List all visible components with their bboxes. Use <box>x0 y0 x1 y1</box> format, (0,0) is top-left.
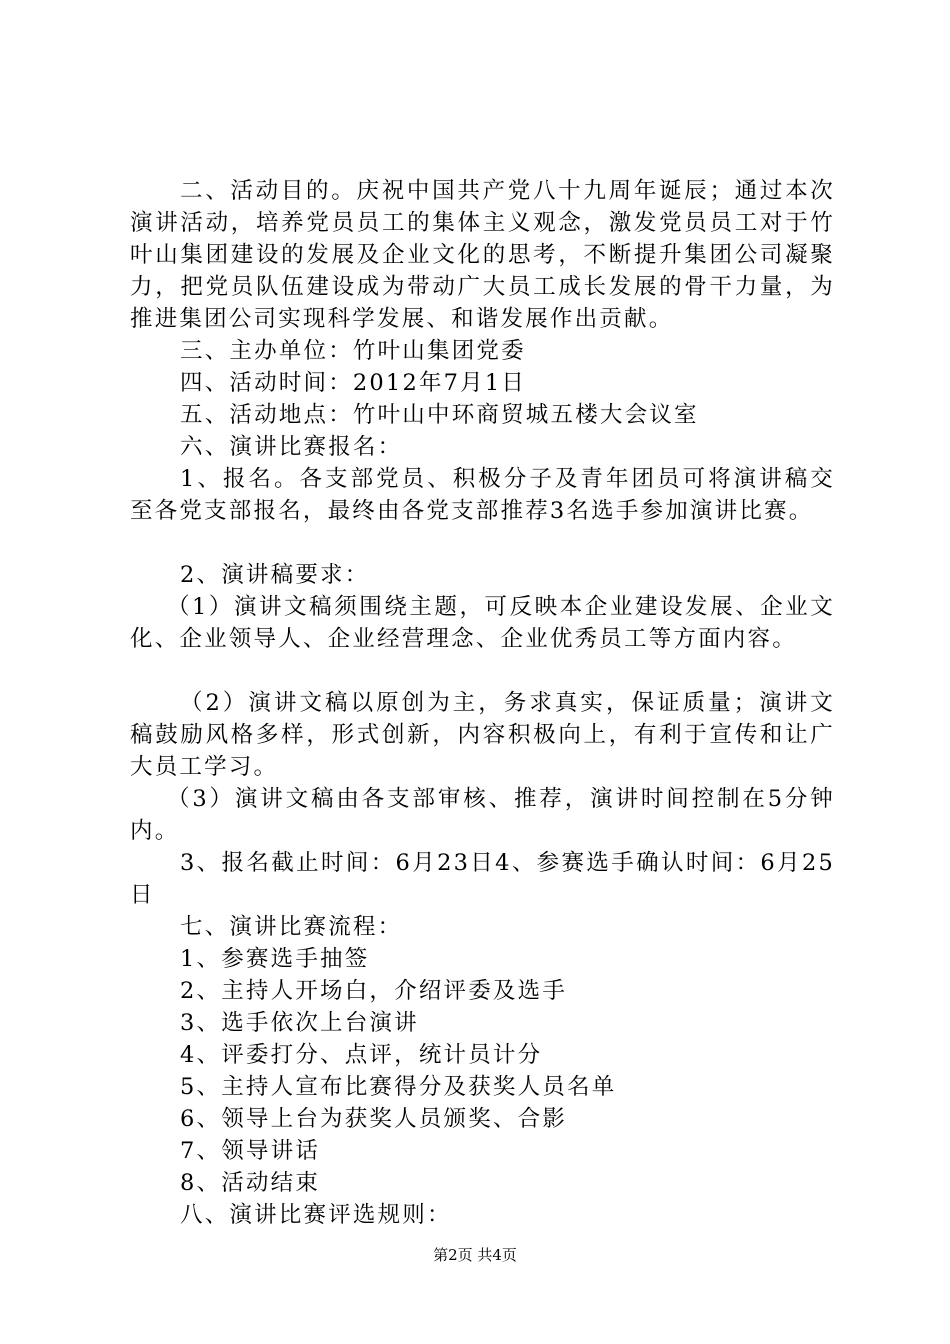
list-item: 7、领导讲话 <box>180 1138 321 1164</box>
paragraph-requirement-2: （2）演讲文稿以原创为主，务求真实，保证质量；演讲文稿鼓励风格多样，形式创新，内容积极向上，有利于宣传和让广大员工学习。 <box>130 690 835 780</box>
paragraph-requirement-3: （3）演讲文稿由各支部审核、推荐，演讲时间控制在5分钟内。 <box>130 786 835 844</box>
paragraph-rules-heading: 八、演讲比赛评选规则： <box>180 1202 452 1228</box>
paragraph-registration: 1、报名。各支部党员、积极分子及青年团员可将演讲稿交至各党支部报名，最终由各党支部推荐3名选手参加演讲比赛。 <box>130 466 835 524</box>
list-item: 5、主持人宣布比赛得分及获奖人员名单 <box>180 1074 617 1100</box>
list-item: 3、选手依次上台演讲 <box>180 1010 419 1036</box>
paragraph-speech-requirements: 2、演讲稿要求： <box>180 562 370 588</box>
list-item: 1、参赛选手抽签 <box>180 946 370 972</box>
list-item: 8、活动结束 <box>180 1170 321 1196</box>
paragraph-purpose: 二、活动目的。庆祝中国共产党八十九周年诞辰；通过本次演讲活动，培养党员员工的集体主义观念，激发党员员工对于竹叶山集团建设的发展及企业文化的思考，不断提升集团公司凝聚力，把党员队伍建设成为带动广大员工成长发展的骨干力量，为推进集团公司实现科学发展、和谐发展作出贡献。 <box>130 178 835 332</box>
paragraph-time: 四、活动时间：2012年7月1日 <box>180 370 527 396</box>
paragraph-organizer: 三、主办单位：竹叶山集团党委 <box>180 338 526 364</box>
paragraph-requirement-1: （1）演讲文稿须围绕主题，可反映本企业建设发展、企业文化、企业领导人、企业经营理念、企业优秀员工等方面内容。 <box>130 594 835 652</box>
document-body <box>130 175 835 1231</box>
paragraph-deadlines: 3、报名截止时间：6月23日4、参赛选手确认时间：6月25日 <box>130 850 835 908</box>
paragraph-location: 五、活动地点：竹叶山中环商贸城五楼大会议室 <box>180 402 699 428</box>
blank-line <box>130 527 835 559</box>
paragraph-process-heading: 七、演讲比赛流程： <box>180 914 403 940</box>
page-number-footer: 第2页 共4页 <box>433 1246 517 1264</box>
blank-line <box>130 655 835 687</box>
list-item: 6、领导上台为获奖人员颁奖、合影 <box>180 1106 568 1132</box>
paragraph-registration-heading: 六、演讲比赛报名： <box>180 434 403 460</box>
list-item: 4、评委打分、点评，统计员计分 <box>180 1042 543 1068</box>
list-item: 2、主持人开场白，介绍评委及选手 <box>180 978 568 1004</box>
